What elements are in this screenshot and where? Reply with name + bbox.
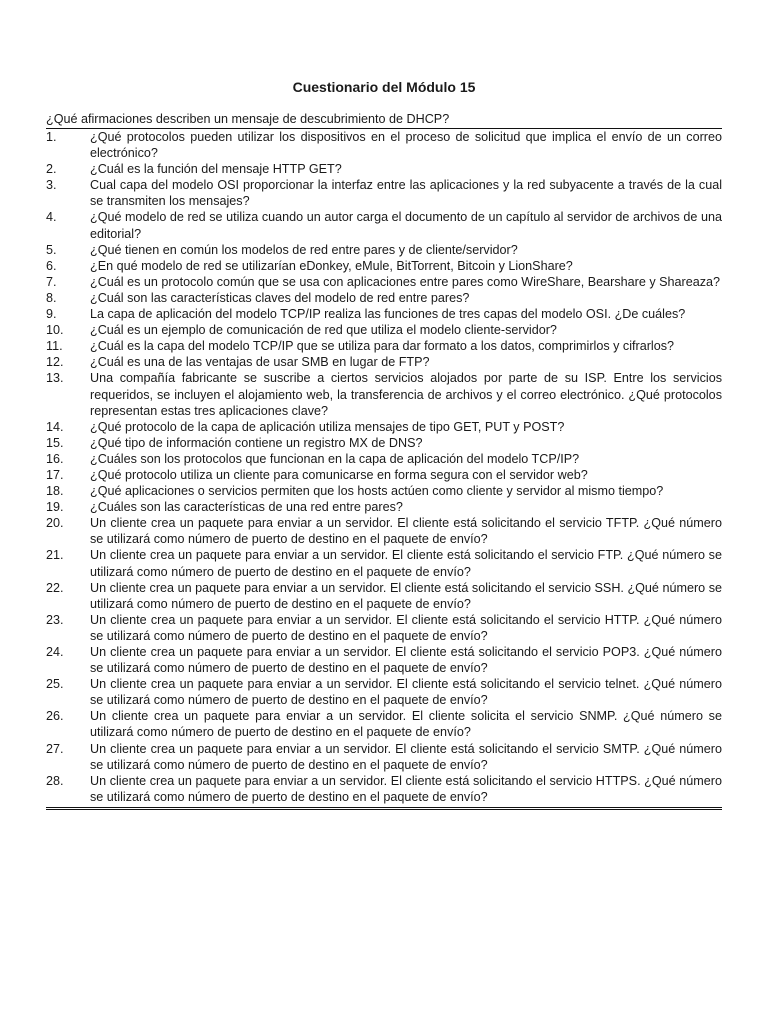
question-list bbox=[46, 129, 722, 810]
question-item bbox=[46, 290, 722, 306]
question-number: 14. bbox=[46, 419, 64, 434]
question-item bbox=[46, 419, 722, 435]
question-item bbox=[46, 370, 722, 418]
question-number: 19. bbox=[46, 500, 64, 515]
question-item bbox=[46, 209, 722, 241]
question-number: 24. bbox=[46, 645, 64, 659]
question-item bbox=[46, 435, 722, 451]
question-text: Cual capa del modelo OSI proporcionar la interfaz entre las aplicaciones y la red subyacente a través de la cual se transmiten los mensajes? bbox=[90, 178, 722, 209]
question-number: 25. bbox=[46, 677, 64, 692]
question-item bbox=[46, 547, 722, 579]
question-number: 16. bbox=[46, 451, 64, 466]
question-item bbox=[46, 258, 722, 274]
question-text: Una compañía fabricante se suscribe a ciertos servicios alojados por parte de su ISP. Entre los servicios requeridos, se incluyen el alojamiento web, la transferencia de archivos y el correo electrónico. ¿Qué protocolos representan estas tres aplicaciones clave? bbox=[90, 371, 722, 418]
question-number: 10. bbox=[46, 323, 64, 338]
question-number: 26. bbox=[46, 709, 64, 724]
question-item bbox=[46, 612, 722, 644]
question-item bbox=[46, 467, 722, 483]
question-item bbox=[46, 676, 722, 708]
question-text: ¿Qué protocolo utiliza un cliente para comunicarse en forma segura con el servidor web? bbox=[90, 467, 588, 482]
question-text: Un cliente crea un paquete para enviar a un servidor. El cliente está solicitando el servicio TFTP. ¿Qué número se utilizará como número de puerto de destino en el paquete de envío? bbox=[90, 516, 722, 547]
question-text: ¿Cuál es un ejemplo de comunicación de red que utiliza el modelo cliente-servidor? bbox=[90, 323, 557, 338]
question-text: ¿Qué protocolos pueden utilizar los dispositivos en el proceso de solicitud que implica el envío de un correo electrónico? bbox=[90, 130, 722, 161]
question-item bbox=[46, 354, 722, 370]
question-number: 1. bbox=[46, 130, 57, 144]
question-item bbox=[46, 483, 722, 499]
question-text: ¿Qué tipo de información contiene un registro MX de DNS? bbox=[90, 435, 423, 450]
question-number: 27. bbox=[46, 741, 64, 756]
question-text: ¿Cuál es la capa del modelo TCP/IP que se utiliza para dar formato a los datos, comprimirlos y cifrarlos? bbox=[90, 339, 675, 354]
question-text: ¿Qué aplicaciones o servicios permiten que los hosts actúen como cliente y servidor al mismo tiempo? bbox=[90, 484, 664, 499]
question-number: 28. bbox=[46, 773, 64, 788]
question-text: ¿Qué modelo de red se utiliza cuando un autor carga el documento de un capítulo al servidor de archivos de una editorial? bbox=[90, 210, 722, 241]
question-item bbox=[46, 644, 722, 676]
question-text: La capa de aplicación del modelo TCP/IP realiza las funciones de tres capas del modelo OSI. ¿De cuáles? bbox=[90, 307, 686, 322]
question-text: ¿Cuál es un protocolo común que se usa con aplicaciones entre pares como WireShare, Bearshare y Shareaza? bbox=[90, 274, 721, 289]
intro-question: ¿Qué afirmaciones describen un mensaje de descubrimiento de DHCP? bbox=[46, 111, 722, 129]
question-text: Un cliente crea un paquete para enviar a un servidor. El cliente está solicitando el servicio SMTP. ¿Qué número se utilizará como número de puerto de destino en el paquete de envío? bbox=[90, 741, 722, 772]
question-number: 11. bbox=[46, 339, 63, 354]
question-item bbox=[46, 242, 722, 258]
question-number: 3. bbox=[46, 178, 57, 193]
question-item bbox=[46, 338, 722, 354]
question-number: 9. bbox=[46, 307, 57, 322]
question-number: 18. bbox=[46, 484, 64, 499]
question-number: 22. bbox=[46, 580, 64, 595]
question-text: ¿Cuáles son las características de una red entre pares? bbox=[90, 500, 403, 515]
question-number: 8. bbox=[46, 290, 57, 305]
question-text: ¿En qué modelo de red se utilizarían eDonkey, eMule, BitTorrent, Bitcoin y LionShare? bbox=[90, 258, 573, 273]
question-text: ¿Cuál son las características claves del modelo de red entre pares? bbox=[90, 290, 470, 305]
question-number: 7. bbox=[46, 274, 57, 289]
question-item bbox=[46, 451, 722, 467]
question-text: Un cliente crea un paquete para enviar a un servidor. El cliente está solicitando el servicio telnet. ¿Qué número se utilizará como número de puerto de destino en el paquete de envío? bbox=[90, 677, 722, 708]
question-text: Un cliente crea un paquete para enviar a un servidor. El cliente está solicitando el servicio HTTP. ¿Qué número se utilizará como número de puerto de destino en el paquete de envío? bbox=[90, 612, 722, 643]
question-number: 13. bbox=[46, 371, 64, 386]
question-number: 4. bbox=[46, 210, 57, 225]
question-text: Un cliente crea un paquete para enviar a un servidor. El cliente solicita el servicio SNMP. ¿Qué número se utilizará como número de puerto de destino en el paquete de envío? bbox=[90, 709, 722, 740]
document-title: Cuestionario del Módulo 15 bbox=[292, 79, 476, 95]
question-text: ¿Qué protocolo de la capa de aplicación utiliza mensajes de tipo GET, PUT y POST? bbox=[90, 419, 565, 434]
question-item bbox=[46, 773, 722, 805]
question-number: 5. bbox=[46, 242, 57, 257]
question-item bbox=[46, 129, 722, 161]
question-item bbox=[46, 515, 722, 547]
question-item bbox=[46, 322, 722, 338]
question-item bbox=[46, 708, 722, 740]
question-number: 2. bbox=[46, 162, 57, 177]
question-text: ¿Cuáles son los protocolos que funcionan en la capa de aplicación del modelo TCP/IP? bbox=[90, 451, 580, 466]
question-text: Un cliente crea un paquete para enviar a un servidor. El cliente está solicitando el servicio SSH. ¿Qué número se utilizará como número de puerto de destino en el paquete de envío? bbox=[90, 580, 722, 611]
question-number: 17. bbox=[46, 467, 64, 482]
question-number: 15. bbox=[46, 435, 64, 450]
question-item bbox=[46, 177, 722, 209]
question-number: 20. bbox=[46, 516, 64, 531]
question-item bbox=[46, 161, 722, 177]
question-item bbox=[46, 741, 722, 773]
question-number: 21. bbox=[46, 548, 64, 563]
question-item bbox=[46, 580, 722, 612]
question-text: ¿Cuál es la función del mensaje HTTP GET? bbox=[90, 162, 342, 177]
question-text: Un cliente crea un paquete para enviar a un servidor. El cliente está solicitando el servicio HTTPS. ¿Qué número se utilizará como número de puerto de destino en el paquete de envío? bbox=[90, 773, 722, 804]
question-text: ¿Qué tienen en común los modelos de red entre pares y de cliente/servidor? bbox=[90, 242, 518, 257]
question-number: 12. bbox=[46, 355, 64, 370]
question-item bbox=[46, 306, 722, 322]
question-number: 23. bbox=[46, 612, 64, 627]
question-number: 6. bbox=[46, 258, 57, 273]
question-item bbox=[46, 499, 722, 515]
question-text: Un cliente crea un paquete para enviar a un servidor. El cliente está solicitando el servicio FTP. ¿Qué número se utilizará como número de puerto de destino en el paquete de envío? bbox=[90, 548, 722, 579]
question-text: ¿Cuál es una de las ventajas de usar SMB en lugar de FTP? bbox=[90, 355, 430, 370]
question-item bbox=[46, 274, 722, 290]
question-text: Un cliente crea un paquete para enviar a un servidor. El cliente está solicitando el servicio POP3. ¿Qué número se utilizará como número de puerto de destino en el paquete de envío? bbox=[90, 645, 722, 676]
